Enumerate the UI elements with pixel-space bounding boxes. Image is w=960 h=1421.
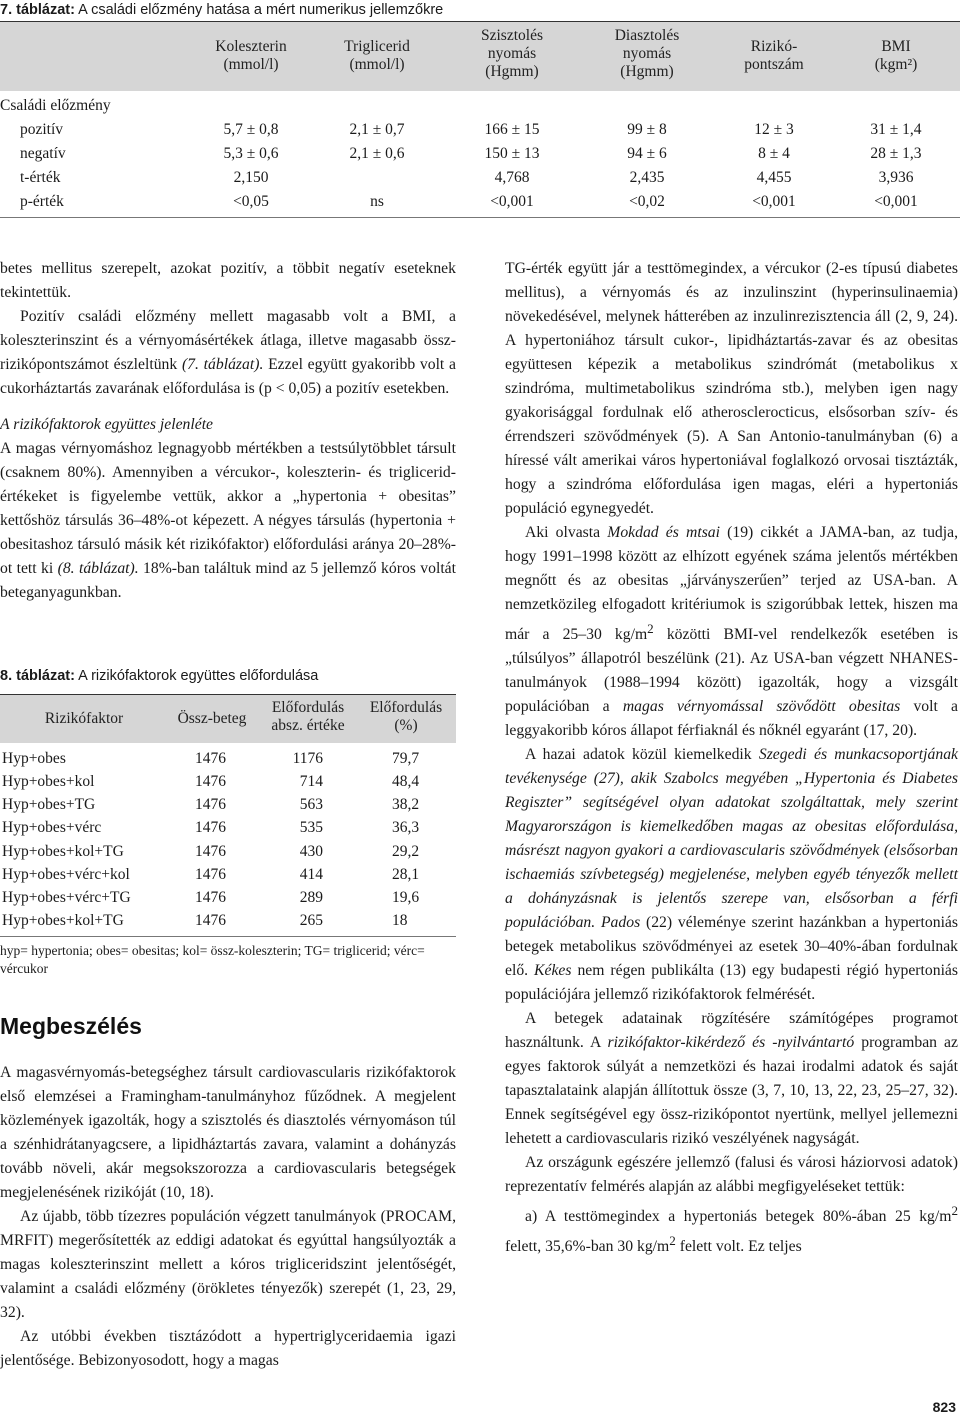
paragraph-text: felett, 35,6%-ban 30 kg/m bbox=[505, 1238, 670, 1256]
table8-cell-rizikofaktor: Hyp+obes+vérc+kol bbox=[2, 866, 130, 883]
paragraph bbox=[505, 1007, 958, 1151]
table7-cell: 4,768 bbox=[494, 169, 530, 186]
table7-header bbox=[0, 21, 960, 91]
table8-cell-osszbeteg: 1476 bbox=[195, 819, 226, 836]
table8-cell-rizikofaktor: Hyp+obes+vérc+TG bbox=[2, 889, 131, 906]
paragraph-text: (22) véleménye szerint hazánkban a hypertoniás betegek metabolikus szövődményei az esetek 30–40%-ában fordulnak elő. bbox=[505, 914, 958, 980]
paragraph-text: A betegek adatainak rögzítésére számítógépes programot használtunk. A bbox=[505, 1010, 958, 1052]
table7-caption-text: A családi előzmény hatása a mért numerikus jellemzőkre bbox=[74, 2, 444, 18]
table7-cell: <0,001 bbox=[490, 193, 534, 210]
paragraph bbox=[505, 521, 958, 743]
table7-row-label: t-érték bbox=[20, 169, 61, 186]
table8-caption-number: 8. táblázat: bbox=[0, 668, 75, 684]
table8-cell-absz: 289 bbox=[299, 889, 323, 906]
paragraph-text: közötti BMI-vel rendelkezők esetében is „túlsúlyos” állapotról beszélünk (21). Az USA-ban végzett NHANES-tanulmányok (1988–1994 között) igazolták, hogy a vizsgált populációban a bbox=[505, 626, 958, 716]
table7-cell: <0,001 bbox=[752, 193, 796, 210]
table7-row-label: pozitív bbox=[20, 121, 64, 138]
table8-cell-szazalek: 19,6 bbox=[392, 889, 420, 906]
table8-cell-absz: 1176 bbox=[292, 750, 323, 767]
table7-row bbox=[0, 121, 960, 143]
table8-header-osszbeteg: Össz-beteg bbox=[177, 710, 247, 727]
left-column-text-upper bbox=[0, 257, 456, 605]
table8-cell-szazalek: 28,1 bbox=[392, 866, 420, 883]
table8-row bbox=[0, 843, 456, 865]
table8-bottom-rule bbox=[0, 936, 456, 937]
table8-row bbox=[0, 773, 456, 795]
table7-cell: 166 ± 15 bbox=[484, 121, 540, 138]
table8-row bbox=[0, 866, 456, 888]
table8-cell-osszbeteg: 1476 bbox=[195, 796, 226, 813]
paragraph bbox=[0, 305, 456, 401]
table8-header-szazalek: Előfordulás (%) bbox=[369, 699, 443, 734]
table7-cell: 8 ± 4 bbox=[758, 145, 790, 162]
table7-cell: 28 ± 1,3 bbox=[870, 145, 922, 162]
paragraph: Az utóbbi években tisztázódott a hypertriglyceridaemia igazi jelentősége. Bebizonyosodott, hogy a magas bbox=[0, 1328, 456, 1369]
table7-cell: 4,455 bbox=[756, 169, 792, 186]
table8-cell-rizikofaktor: Hyp+obes bbox=[2, 750, 66, 767]
table8-cell-osszbeteg: 1476 bbox=[195, 866, 226, 883]
paragraph-text: volt a leggyakoribb kóros állapot férfiaknál és nőknél egyaránt (17, 20). bbox=[505, 698, 958, 740]
table7-cell: 2,435 bbox=[629, 169, 665, 186]
table8-cell-rizikofaktor: Hyp+obes+TG bbox=[2, 796, 96, 813]
paragraph-text: programban az egyes faktorok súlyát a nemzetközi és hazai irodalmi adatok és saját tapasztalataink alapján állítottuk össze (3, 7, 10, 13, 22, 23, 25–27, 32). Ennek segítségével egy össz-rizikópontot nyertünk, mellyel jellemezni lehetett a cardiovascularis rizikó veszélyének nagyságát. bbox=[505, 1034, 958, 1148]
paragraph-text: Pozitív családi előzmény mellett magasabb volt a BMI, a koleszterinszint és a vérnyomásértékek átlaga, illetve magasabb össz-rizikópontszámot észleltünk bbox=[0, 308, 456, 373]
paragraph bbox=[505, 743, 958, 1007]
table7-row-label: p-érték bbox=[20, 193, 64, 210]
table8-cell-szazalek: 36,3 bbox=[392, 819, 420, 836]
table7-header-diasztoles: Diasztolés nyomás (Hgmm) bbox=[614, 27, 680, 80]
table7-cell: <0,05 bbox=[233, 193, 269, 210]
table8-cell-rizikofaktor: Hyp+obes+kol bbox=[2, 773, 95, 790]
table8-cell-szazalek: 38,2 bbox=[392, 796, 420, 813]
paragraph-text: 18%-ban találtuk mind az 5 jellemző kóros voltát beteganyagunkban. bbox=[0, 560, 456, 601]
italic-text: Szegedi és munkacsoportjának tevékenysége (27), akik Szabolcs megyében „Hypertonia és Diabetes Regiszter” segítségével olyan adatokat szolgáltattak, mely szerint Magyarországon is kiemelkedőben magas az obesitas előfordulása, másrészt nagyon gyakori a cardiovascularis szövődmények (elsősorban ischaemiás szívbetegség) megjelenése, melyben egyéb tényezők mellett a dohányzásnak is jelentős szerepe van, elsősorban a férfi populációban. Pados bbox=[505, 746, 958, 932]
table8-cell-absz: 414 bbox=[299, 866, 323, 883]
italic-text: magas vérnyomással szövődött obesitas bbox=[622, 698, 901, 716]
table8-footnote: hyp= hypertonia; obes= obesitas; kol= össz-koleszterin; TG= triglicerid; vérc= vércukor bbox=[0, 943, 425, 976]
paragraph-text: a) A testtömegindex a hypertoniás betegek 80%-ában 25 kg/m bbox=[525, 1208, 952, 1226]
italic-text: Kékes bbox=[534, 962, 572, 980]
table7-cell: 31 ± 1,4 bbox=[870, 121, 922, 138]
italic-text: rizikófaktor-kikérdező és -nyilvántartó bbox=[607, 1034, 855, 1052]
table7-header-triglicerid: Triglicerid (mmol/l) bbox=[344, 38, 410, 73]
table7-header-koleszterin: Koleszterin (mmol/l) bbox=[215, 38, 287, 73]
table7-cell: 2,1 ± 0,6 bbox=[349, 145, 405, 162]
table8-row bbox=[0, 912, 456, 934]
table7-header-rizikopontszam: Rizikó- pontszám bbox=[744, 38, 804, 73]
paragraph-text: Aki olvasta bbox=[525, 524, 608, 541]
table8-cell-szazalek: 79,7 bbox=[392, 750, 420, 767]
table7-caption-number: 7. táblázat: bbox=[0, 2, 75, 18]
table7-header-szisztoles: Szisztolés nyomás (Hgmm) bbox=[481, 27, 543, 80]
table8-cell-rizikofaktor: Hyp+obes+kol+TG bbox=[2, 843, 124, 860]
table7-cell: ns bbox=[370, 193, 384, 210]
superscript: 2 bbox=[951, 1203, 958, 1219]
table8-cell-osszbeteg: 1476 bbox=[195, 843, 226, 860]
table7-cell: <0,001 bbox=[874, 193, 918, 210]
table7-row-label: negatív bbox=[20, 145, 66, 162]
table8-cell-absz: 535 bbox=[299, 819, 323, 836]
table8-row bbox=[0, 750, 456, 772]
table8-caption-text: A rizikófaktorok együttes előfordulása bbox=[74, 668, 319, 684]
table8-cell-osszbeteg: 1476 bbox=[195, 750, 226, 767]
table8-cell-szazalek: 18 bbox=[392, 912, 408, 929]
table7-row bbox=[0, 169, 960, 191]
table8-row bbox=[0, 796, 456, 818]
table8-cell-szazalek: 48,4 bbox=[392, 773, 420, 790]
table7-cell: 94 ± 6 bbox=[627, 145, 667, 162]
paragraph bbox=[0, 437, 456, 605]
table7-bottom-rule bbox=[0, 217, 960, 218]
table7-cell: 99 ± 8 bbox=[627, 121, 667, 138]
right-column-text bbox=[505, 257, 958, 1260]
table7-cell: 150 ± 13 bbox=[484, 145, 540, 162]
paragraph: Az újabb, több tízezres populáción végzett tanulmányok (PROCAM, MRFIT) megerősítették az eddigi adatokat és egyúttal hangsúlyozták a magas koleszterinszint mellett a kóros trigliceridszint jelentőségét, valamint a családi előzmény (örökletes tényezők) szerepét (1, 23, 29, 32). bbox=[0, 1208, 456, 1321]
table7-cell: 2,150 bbox=[233, 169, 269, 186]
paragraph: A magasvérnyomás-betegséghez társult cardiovascularis rizikófaktorok első elemzései a Framingham-tanulmányhoz fűződnek. A megjelent közlemények igazolták, hogy a szisztolés és diasztolés vérnyomáson túl a szénhidrátanyagcsere, a lipidháztartás zavara, valamint a dohányzás tovább növeli, akár megsokszorozza a cardiovascularis betegségek megjelenésének rizikóját (10, 18). bbox=[0, 1064, 456, 1201]
table8-cell-absz: 714 bbox=[299, 773, 323, 790]
table7-section-label: Családi előzmény bbox=[0, 97, 111, 114]
italic-text: Mokdad és mtsai bbox=[607, 524, 720, 541]
table7-top-rule bbox=[0, 21, 960, 22]
section-subheading: A rizikófaktorok együttes jelenléte bbox=[0, 416, 214, 433]
table8-cell-szazalek: 29,2 bbox=[392, 843, 420, 860]
table7-caption bbox=[0, 2, 443, 18]
table8-header-absz: Előfordulás absz. értéke bbox=[271, 699, 345, 734]
table7-cell: 2,1 ± 0,7 bbox=[349, 121, 405, 138]
paragraph-text: Ezzel együtt gyakoribb volt a cukorháztartás zavarának előfordulása is (p < 0,05) a pozitív esetekben. bbox=[0, 356, 456, 397]
paragraph-text: A hazai adatok közül kiemelkedik bbox=[525, 746, 759, 764]
table-reference: (7. táblázat). bbox=[181, 356, 264, 373]
table8-cell-absz: 265 bbox=[299, 912, 323, 929]
table8-header-rizikofaktor: Rizikófaktor bbox=[44, 710, 124, 727]
table8-header bbox=[0, 694, 456, 743]
table7-row bbox=[0, 193, 960, 215]
paragraph-text: (19) cikkét a JAMA-ban, az tudja, hogy 1991–1998 között az elhízott egyének száma jelentős mértékben megnőtt és az obesitas „járványszerűen” terjed az USA-ban. A nemzetközileg elfogadott kritériumok is szigorúbbak lettek, hiszen ma már a 25–30 kg/m bbox=[505, 524, 958, 644]
table8-cell-osszbeteg: 1476 bbox=[195, 912, 226, 929]
table7-header-bmi: BMI (kgm²) bbox=[874, 38, 918, 73]
table-reference: (8. táblázat). bbox=[57, 560, 139, 577]
paragraph bbox=[505, 1199, 958, 1259]
table7-cell: 5,7 ± 0,8 bbox=[223, 121, 279, 138]
superscript: 2 bbox=[647, 621, 654, 636]
table8-cell-osszbeteg: 1476 bbox=[195, 773, 226, 790]
table7-cell: <0,02 bbox=[629, 193, 665, 210]
table7-cell: 12 ± 3 bbox=[754, 121, 794, 138]
table8-row bbox=[0, 889, 456, 911]
page-number: 823 bbox=[932, 1399, 956, 1415]
paragraph: Az országunk egészére jellemző (falusi és városi háziorvosi adatok) reprezentatív felmérés alapján az alábbi megfigyeléseket tettük: bbox=[505, 1154, 958, 1196]
paragraph-text: A magas vérnyomáshoz legnagyobb mértékben a testsúlytöbblet társult (csaknem 80%). Amennyiben a vércukor-, koleszterin- és triglicerid-értékeket is figyelembe vettük, akkor a „hypertonia + obesitas” kettőshöz társulás 36–48%-ot képezett. A négyes társulás (hypertonia + obesitashoz társuló másik két rizikófaktor) előfordulási aránya 20–28%-ot tett ki bbox=[0, 440, 456, 577]
paragraph: TG-érték együtt jár a testtömegindex, a vércukor (2-es típusú diabetes mellitus), a vérnyomás és az inzulinszint (hyperinsulinaemia) növekedésével, melynek hátterében az inzulinrezisztencia áll (2, 9, 24). A hypertoniához társult cukor-, lipidháztartás-zavar és az obesitas együttesen képezik a metabolikus szindrómát (metabolikus x szindróma, multimetabolikus szindróma stb.), melyben igen nagy gyakorisággal fordulnak elő atherosclerocticus, elsősorban szív- és érrendszeri szövődmények (5). A San Antonio-tanulmányban (6) a híressé vált amerikai város hypertoniával foglalkozó orvosai tisztázták, hogy a szindróma előfordulása igen magas, eléri a hypertoniás populáció egynegyedét. bbox=[505, 260, 958, 517]
paragraph-text: felett volt. Ez teljes bbox=[675, 1238, 802, 1256]
left-column-text-lower bbox=[0, 1061, 456, 1373]
table7-cell: 3,936 bbox=[878, 169, 914, 186]
table8-cell-rizikofaktor: Hyp+obes+kol+TG bbox=[2, 912, 124, 929]
table8-cell-rizikofaktor: Hyp+obes+vérc bbox=[2, 819, 102, 836]
paragraph-text: nem régen publikálta (13) egy budapesti régió hypertoniás populációjára jellemző rizikófaktorok felmérését. bbox=[505, 962, 958, 1004]
superscript: 2 bbox=[669, 1233, 676, 1249]
table7-cell: 5,3 ± 0,6 bbox=[223, 145, 279, 162]
table8-cell-osszbeteg: 1476 bbox=[195, 889, 226, 906]
table8-row bbox=[0, 819, 456, 841]
table8-cell-absz: 563 bbox=[299, 796, 323, 813]
section-heading: Megbeszélés bbox=[0, 1013, 142, 1039]
paragraph: betes mellitus szerepelt, azokat pozitív, a többit negatív eseteknek tekintettük. bbox=[0, 260, 456, 301]
table7-row bbox=[0, 145, 960, 167]
table8-cell-absz: 430 bbox=[299, 843, 323, 860]
table8-caption bbox=[0, 668, 318, 684]
